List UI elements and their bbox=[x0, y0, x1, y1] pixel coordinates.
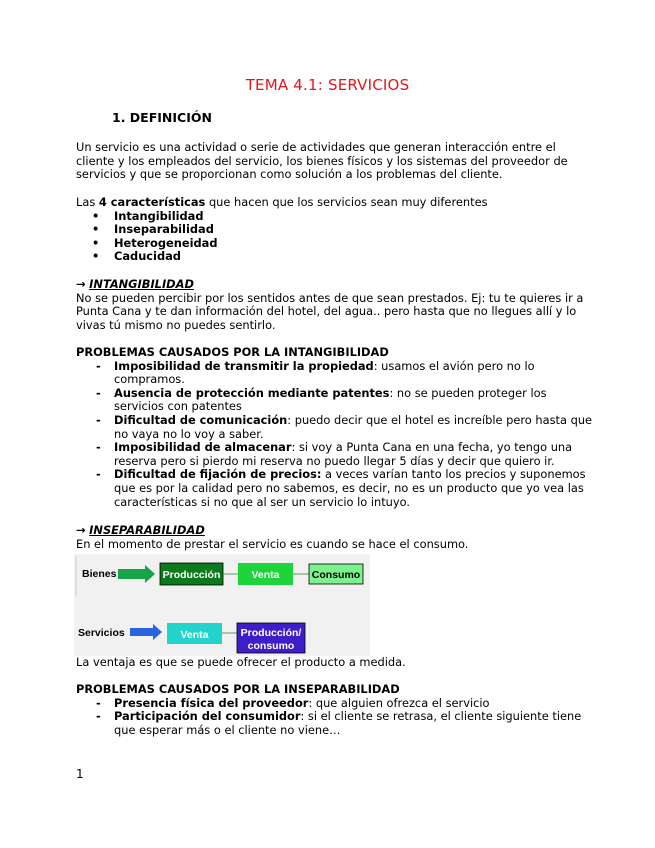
list-item bbox=[76, 441, 596, 468]
bullet-marker: • bbox=[92, 249, 100, 264]
venta-bienes-box-label: Venta bbox=[251, 569, 280, 581]
list-item bbox=[76, 223, 596, 237]
page-number: 1 bbox=[76, 767, 84, 781]
characteristics-list bbox=[76, 210, 596, 264]
problem-title: Dificultad de fijación de precios: bbox=[114, 467, 322, 482]
list-item bbox=[76, 237, 596, 251]
inseparabilidad-section bbox=[76, 524, 596, 551]
list-item-label: Heterogeneidad bbox=[114, 235, 218, 250]
intangibilidad-heading-text: INTANGIBILIDAD bbox=[89, 277, 194, 291]
dash-marker: - bbox=[96, 695, 101, 710]
bullet-marker: • bbox=[92, 208, 100, 223]
problem-text: : si el cliente se retrasa, el cliente siguiente tiene que esperar más o el cliente no viene… bbox=[114, 709, 582, 737]
problem-title: Imposibilidad de almacenar bbox=[114, 440, 292, 455]
inseparabilidad-text: En el momento de prestar el servicio es cuando se hace el consumo. bbox=[76, 536, 469, 551]
produccion-box-label: Producción bbox=[162, 569, 221, 581]
dash-marker: - bbox=[96, 358, 101, 373]
problem-text: : que alguien ofrezca el servicio bbox=[308, 695, 490, 710]
definition-paragraph bbox=[76, 141, 596, 182]
bullet-marker: • bbox=[92, 222, 100, 237]
document-title: TEMA 4.1: SERVICIOS bbox=[245, 76, 410, 94]
list-item bbox=[76, 697, 596, 711]
dash-marker: - bbox=[96, 709, 101, 724]
list-item bbox=[76, 414, 596, 441]
list-item bbox=[76, 210, 596, 224]
list-item-label: Intangibilidad bbox=[114, 208, 204, 223]
list-item-label: Inseparabilidad bbox=[114, 222, 214, 237]
problem-title: Presencia física del proveedor bbox=[114, 695, 309, 710]
inseparabilidad-problems bbox=[76, 683, 596, 737]
intangibilidad-problems-list bbox=[76, 360, 596, 510]
problem-text: a veces varían tanto los precios y suponemos que es por la calidad pero no sabemos, es decir, no es un producto que yo vea las características si no que al ser un servicio lo intuyo. bbox=[114, 467, 586, 509]
list-item bbox=[76, 468, 596, 509]
consumo-box-label: Consumo bbox=[311, 569, 361, 581]
list-item bbox=[76, 250, 596, 264]
intro-post: que hacen que los servicios sean muy diferentes bbox=[205, 195, 488, 209]
venta-servicios-box-label: Venta bbox=[180, 629, 209, 641]
list-item bbox=[76, 387, 596, 414]
bullet-marker: • bbox=[92, 235, 100, 250]
inseparabilidad-problems-heading: PROBLEMAS CAUSADOS POR LA INSEPARABILIDAD bbox=[76, 682, 400, 696]
intangibilidad-heading bbox=[76, 278, 596, 292]
problem-title: Ausencia de protección mediante patentes bbox=[114, 385, 390, 400]
bienes-servicios-diagram bbox=[74, 554, 370, 656]
problem-text: : si voy a Punta Cana en una fecha, yo tengo una reserva pero si pierdo mi reserva no puedo llegar 5 días y decir que quiero ir. bbox=[114, 440, 573, 468]
intangibilidad-problems-heading: PROBLEMAS CAUSADOS POR LA INTANGIBILIDAD bbox=[76, 345, 389, 359]
inseparabilidad-heading bbox=[76, 524, 596, 538]
list-item bbox=[76, 710, 596, 737]
advantage-text: La ventaja es que se puede ofrecer el producto a medida. bbox=[76, 655, 406, 669]
problem-title: Dificultad de comunicación bbox=[114, 412, 288, 427]
arrow-right-icon: → bbox=[76, 523, 86, 537]
intangibilidad-problems bbox=[76, 346, 596, 509]
intangibilidad-section bbox=[76, 278, 596, 332]
dash-marker: - bbox=[96, 385, 101, 400]
list-item-label: Caducidad bbox=[114, 249, 181, 264]
problem-text: : puedo decir que el hotel es increíble pero hasta que no vaya no lo voy a saber. bbox=[114, 412, 593, 441]
inseparabilidad-heading-text: INSEPARABILIDAD bbox=[89, 523, 205, 537]
dash-marker: - bbox=[96, 440, 101, 455]
advantage-paragraph bbox=[76, 656, 596, 670]
problem-text: : no se pueden proteger los servicios con patentes bbox=[114, 385, 547, 414]
definition-text: Un servicio es una actividad o serie de actividades que generan interacción entre el cliente y los empleados del servicio, los bienes físicos y los sistemas del proveedor de servicios y que se proporcionan como solución a los problemas del cliente. bbox=[76, 140, 568, 182]
problem-title: Participación del consumidor bbox=[114, 709, 301, 724]
dash-marker: - bbox=[96, 412, 101, 427]
bienes-label: Bienes bbox=[82, 568, 117, 580]
servicios-label: Servicios bbox=[78, 627, 125, 639]
section-heading-definicion: 1. DEFINICIÓN bbox=[112, 110, 212, 125]
produccion-consumo-box-label-line1: Producción/ bbox=[240, 627, 302, 639]
arrow-right-icon: → bbox=[76, 277, 86, 291]
intro-bold: 4 características bbox=[98, 195, 206, 209]
problem-title: Imposibilidad de transmitir la propiedad bbox=[114, 358, 374, 373]
intangibilidad-text: No se pueden percibir por los sentidos antes de que sean prestados. Ej: tu te quieres ir a Punta Cana y te dan información del hotel, del agua.. pero hasta que no llegues allí y lo vivas tú mismo no puedes sentirlo. bbox=[76, 290, 584, 332]
characteristics-block bbox=[76, 196, 596, 264]
problem-text: : usamos el avión pero no lo compramos. bbox=[114, 358, 535, 387]
characteristics-intro bbox=[76, 196, 596, 210]
dash-marker: - bbox=[96, 467, 101, 482]
list-item bbox=[76, 360, 596, 387]
inseparabilidad-problems-list bbox=[76, 697, 596, 738]
produccion-consumo-box-label-line2: consumo bbox=[247, 640, 295, 652]
intro-pre: Las bbox=[76, 195, 99, 209]
